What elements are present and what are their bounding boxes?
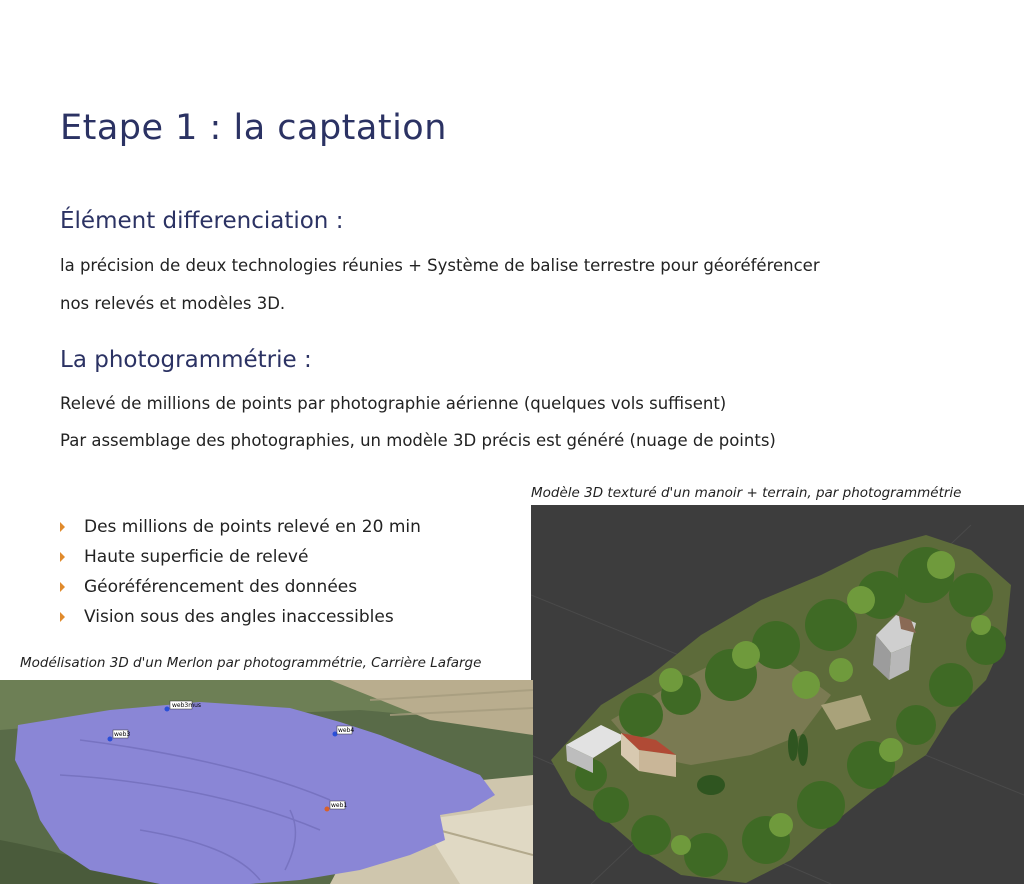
- triangle-bullet-icon: [60, 582, 65, 592]
- manor-3d-model-image: [531, 505, 1024, 884]
- bullet-text: Géoréférencement des données: [84, 577, 358, 597]
- bullet-item: [58, 542, 421, 572]
- bullet-text: Des millions de points relevé en 20 min: [84, 517, 421, 537]
- triangle-bullet-icon: [60, 522, 65, 532]
- svg-text:web4: web4: [338, 727, 355, 734]
- svg-text:web3: web3: [114, 731, 131, 738]
- section-heading-differenciation: Élément differenciation :: [60, 208, 344, 234]
- triangle-bullet-icon: [60, 552, 65, 562]
- merlon-3d-model-image: [0, 680, 533, 884]
- merlon-figure-caption: Modélisation 3D d'un Merlon par photogrammétrie, Carrière Lafarge: [20, 655, 482, 671]
- section-heading-photogrammetrie: La photogrammétrie :: [60, 347, 312, 373]
- triangle-bullet-icon: [60, 612, 65, 622]
- differenciation-text-line-2: nos relevés et modèles 3D.: [60, 294, 286, 313]
- photogrammetrie-text-line-2: Par assemblage des photographies, un modèle 3D précis est généré (nuage de points): [60, 431, 776, 450]
- differenciation-text-line-1: la précision de deux technologies réunies + Système de balise terrestre pour géoréférencer: [60, 256, 820, 275]
- bullet-item: [58, 512, 421, 542]
- bullet-item: [58, 572, 421, 602]
- feature-bullet-list: [58, 512, 421, 632]
- bullet-text: Vision sous des angles inaccessibles: [84, 607, 394, 627]
- svg-text:web1: web1: [331, 802, 348, 809]
- bullet-item: [58, 602, 421, 632]
- page-title: Etape 1 : la captation: [60, 108, 447, 148]
- photogrammetrie-text-line-1: Relevé de millions de points par photographie aérienne (quelques vols suffisent): [60, 394, 727, 413]
- bullet-text: Haute superficie de relevé: [84, 547, 309, 567]
- svg-text:web3mus: web3mus: [172, 702, 201, 709]
- manor-figure-caption: Modèle 3D texturé d'un manoir + terrain, par photogrammétrie: [531, 485, 962, 501]
